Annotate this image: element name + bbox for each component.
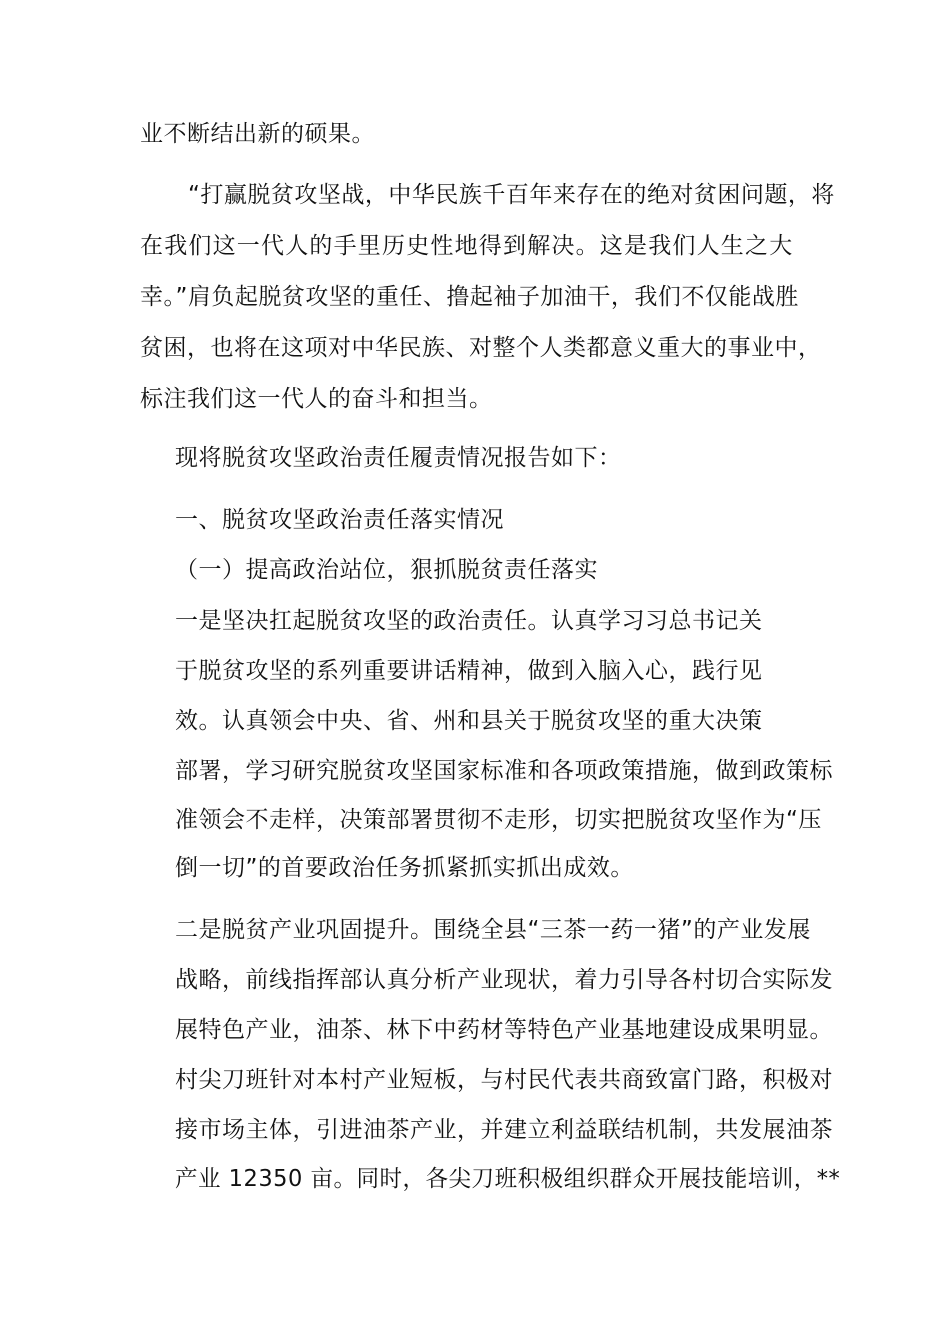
text-line: 标注我们这一代人的奋斗和担当。 <box>140 386 493 412</box>
text-line: 贫困，也将在这项对中华民族、对整个人类都意义重大的事业中， <box>140 335 822 361</box>
text-line: 一是坚决扛起脱贫攻坚的政治责任。认真学习习总书记关 <box>175 608 763 634</box>
text-line: 现将脱贫攻坚政治责任履责情况报告如下： <box>175 445 622 471</box>
text-line: 部署，学习研究脱贫攻坚国家标准和各项政策措施，做到政策标 <box>175 758 833 784</box>
text-line: 幸。”肩负起脱贫攻坚的重任、撸起袖子加油干，我们不仅能战胜 <box>140 284 799 310</box>
section-heading: 一、脱贫攻坚政治责任落实情况 <box>175 507 504 533</box>
subsection-heading: （一）提高政治站位，狠抓脱贫责任落实 <box>175 557 598 583</box>
text-line: 于脱贫攻坚的系列重要讲话精神，做到入脑入心，践行见 <box>175 658 763 684</box>
text-line: 产业 12350 亩。同时，各尖刀班积极组织群众开展技能培训，** <box>175 1166 841 1192</box>
text-line: 倒一切”的首要政治任务抓紧抓实抓出成效。 <box>175 855 634 881</box>
text-line: 村尖刀班针对本村产业短板，与村民代表共商致富门路，积极对 <box>175 1067 833 1093</box>
text-line: 接市场主体，引进油茶产业，并建立利益联结机制，共发展油茶 <box>175 1117 833 1143</box>
text-line: 二是脱贫产业巩固提升。围绕全县“三茶一药一猪”的产业发展 <box>175 917 811 943</box>
text-line: 在我们这一代人的手里历史性地得到解决。这是我们人生之大 <box>140 233 794 259</box>
text-line: 战略，前线指挥部认真分析产业现状，着力引导各村切合实际发 <box>175 967 833 993</box>
text-line: 业不断结出新的硕果。 <box>140 121 375 147</box>
text-line: “打赢脱贫攻坚战，中华民族千百年来存在的绝对贫困问题，将 <box>188 182 835 208</box>
text-line: 效。认真领会中央、省、州和县关于脱贫攻坚的重大决策 <box>175 708 763 734</box>
text-line: 展特色产业，油茶、林下中药材等特色产业基地建设成果明显。 <box>175 1017 833 1043</box>
text-line: 准领会不走样，决策部署贯彻不走形，切实把脱贫攻坚作为“压 <box>175 807 822 833</box>
